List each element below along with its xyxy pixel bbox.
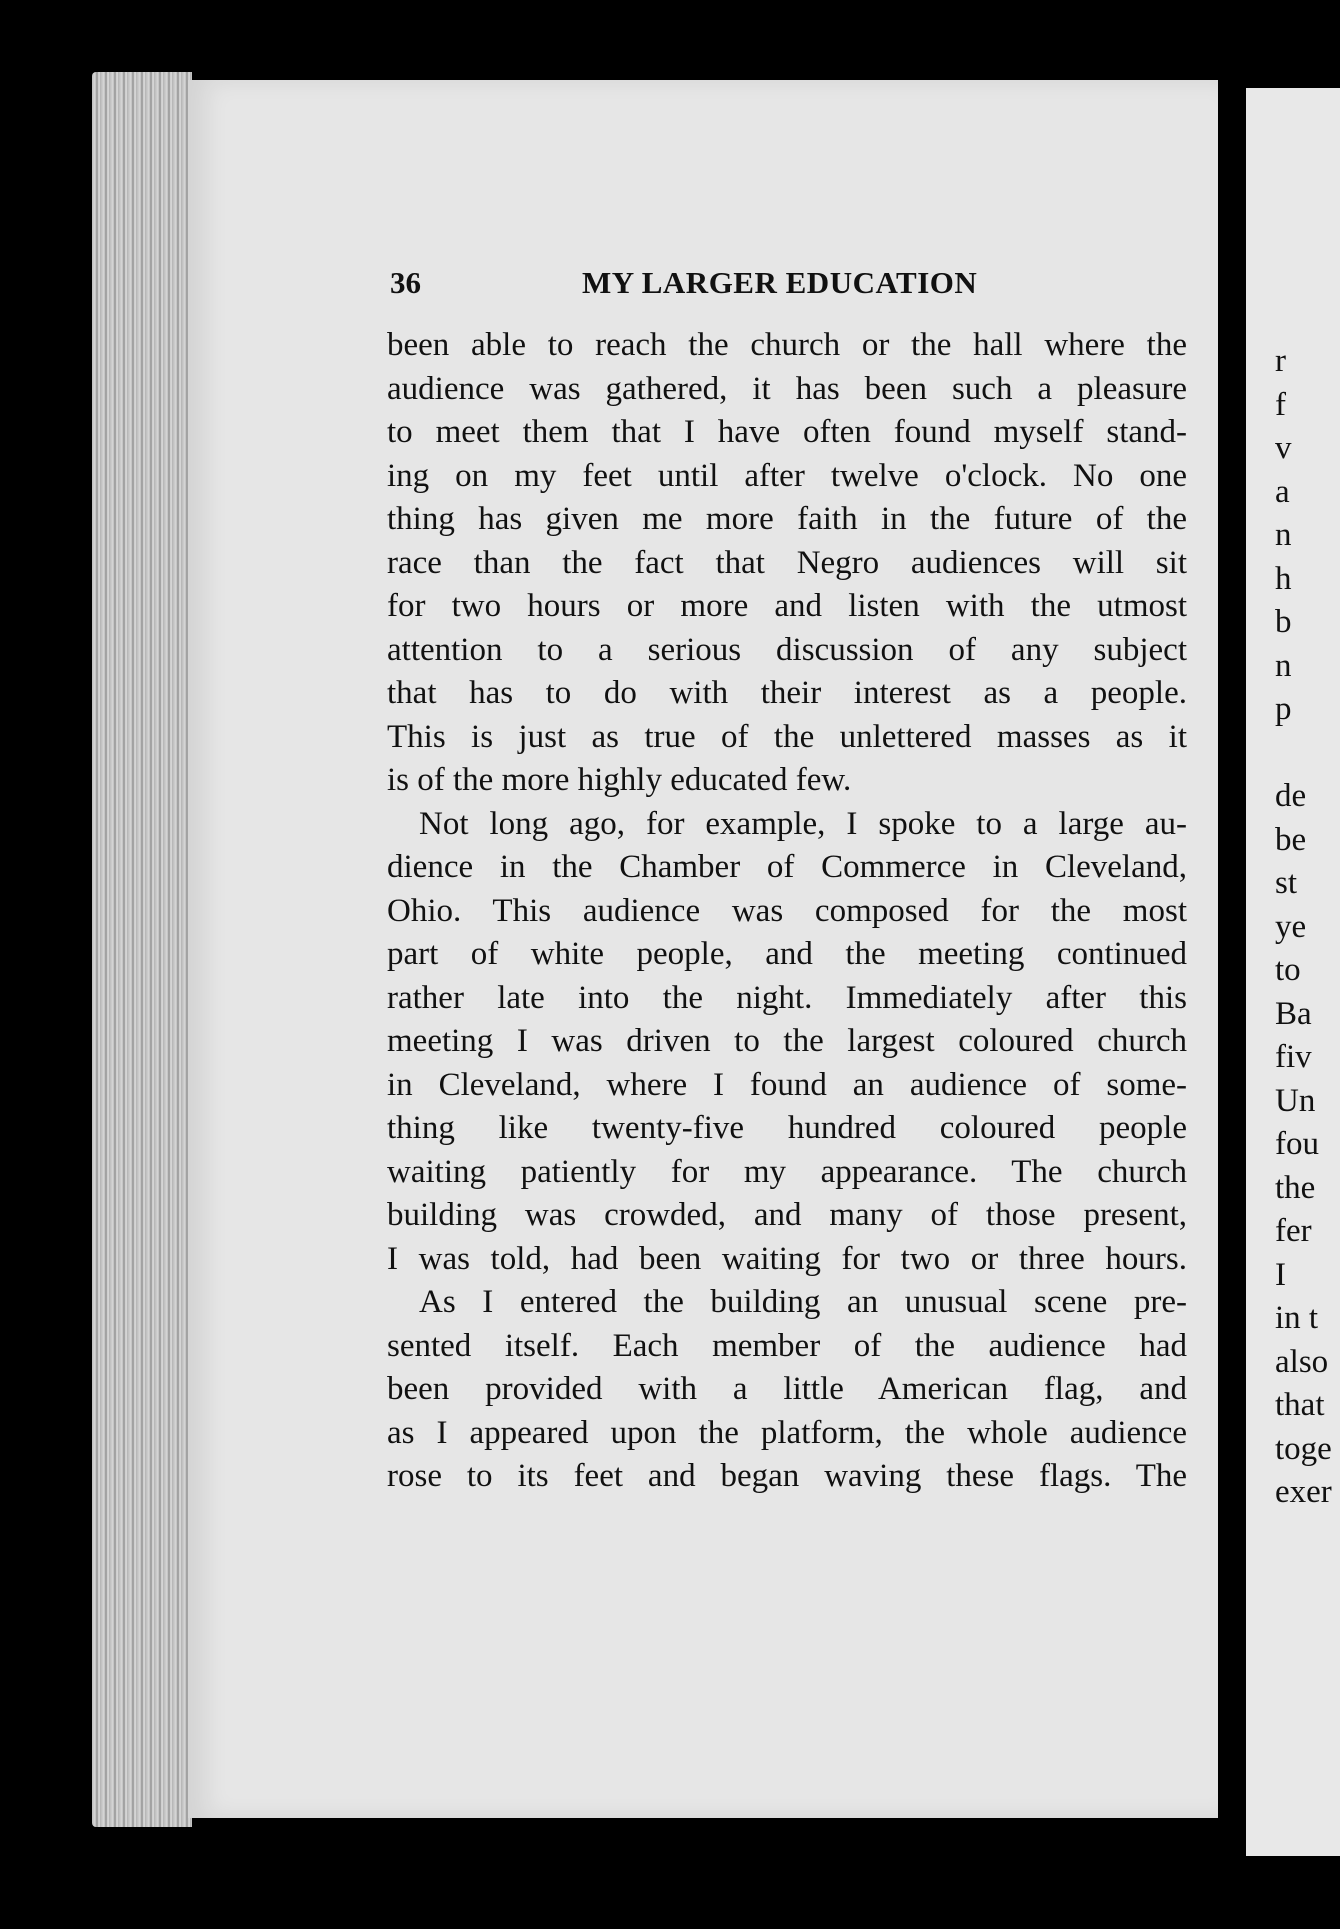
facing-fragment: f — [1275, 386, 1286, 423]
text-line: thing has given me more faith in the future of the — [387, 501, 1187, 537]
text-line: been provided with a little American flag, and — [387, 1371, 1187, 1407]
text-line: that has to do with their interest as a people. — [387, 675, 1187, 711]
text-line: rose to its feet and began waving these flags. The — [387, 1458, 1187, 1494]
facing-fragment: exer — [1275, 1474, 1332, 1510]
text-line: meeting I was driven to the largest coloured church — [387, 1023, 1187, 1059]
facing-fragment: r — [1275, 343, 1286, 379]
facing-page-text — [1275, 340, 1340, 1515]
text-line: dience in the Chamber of Commerce in Cleveland, — [387, 849, 1187, 885]
text-line: waiting patiently for my appearance. The church — [387, 1153, 1187, 1190]
page-edges — [92, 72, 192, 1827]
body-text — [387, 324, 1187, 1499]
text-line: in Cleveland, where I found an audience of some- — [387, 1066, 1187, 1103]
facing-fragment: fer — [1275, 1213, 1312, 1249]
text-line: rather late into the night. Immediately after this — [387, 979, 1187, 1016]
facing-fragment: a — [1275, 473, 1290, 510]
running-title: MY LARGER EDUCATION — [582, 265, 978, 300]
facing-fragment: fou — [1275, 1126, 1319, 1162]
book-gutter — [1218, 90, 1246, 1850]
facing-fragment: be — [1275, 821, 1307, 858]
text-line: ing on my feet until after twelve o'clock. No one — [387, 457, 1187, 494]
facing-gap — [1275, 732, 1340, 776]
text-line: Not long ago, for example, I spoke to a large au- — [419, 805, 1187, 842]
text-line: for two hours or more and listen with the utmost — [387, 588, 1187, 624]
text-line: as I appeared upon the platform, the whole audience — [387, 1414, 1187, 1451]
facing-fragment: that — [1275, 1387, 1325, 1423]
facing-fragment: also — [1275, 1343, 1329, 1380]
facing-fragment: p — [1275, 691, 1292, 727]
facing-fragment: de — [1275, 778, 1307, 814]
page-number: 36 — [390, 265, 421, 300]
facing-fragment: v — [1275, 430, 1292, 466]
text-line: been able to reach the church or the hall where the — [387, 327, 1187, 363]
facing-fragment: to — [1275, 952, 1301, 988]
facing-fragment: the — [1275, 1169, 1316, 1206]
facing-fragment: Ba — [1275, 995, 1312, 1032]
text-line: audience was gathered, it has been such a pleasure — [387, 370, 1187, 407]
text-line: race than the fact that Negro audiences will sit — [387, 544, 1187, 581]
text-line: thing like twenty-five hundred coloured people — [387, 1110, 1187, 1146]
facing-fragment: h — [1275, 560, 1292, 597]
facing-fragment: fiv — [1275, 1039, 1312, 1075]
text-line: Ohio. This audience was composed for the most — [387, 892, 1187, 929]
facing-fragment: I — [1275, 1256, 1286, 1293]
text-line: As I entered the building an unusual scene pre- — [419, 1284, 1187, 1320]
facing-fragment: toge — [1275, 1430, 1332, 1467]
facing-fragment: n — [1275, 647, 1292, 684]
facing-fragment: st — [1275, 865, 1298, 901]
running-head — [390, 265, 1200, 305]
text-line: sented itself. Each member of the audience had — [387, 1327, 1187, 1364]
text-line: to meet them that I have often found myself stand- — [387, 414, 1187, 450]
text-line: attention to a serious discussion of any subject — [387, 631, 1187, 668]
facing-fragment: Un — [1275, 1082, 1316, 1119]
text-line: I was told, had been waiting for two or three hours. — [387, 1240, 1187, 1277]
facing-fragment: ye — [1275, 908, 1307, 945]
text-line: part of white people, and the meeting continued — [387, 936, 1187, 972]
text-line: This is just as true of the unlettered masses as it — [387, 718, 1187, 755]
text-line: building was crowded, and many of those present, — [387, 1197, 1187, 1233]
facing-fragment: n — [1275, 517, 1292, 553]
facing-fragment: b — [1275, 604, 1292, 640]
facing-fragment: in t — [1275, 1300, 1319, 1336]
text-line: is of the more highly educated few. — [387, 762, 852, 798]
